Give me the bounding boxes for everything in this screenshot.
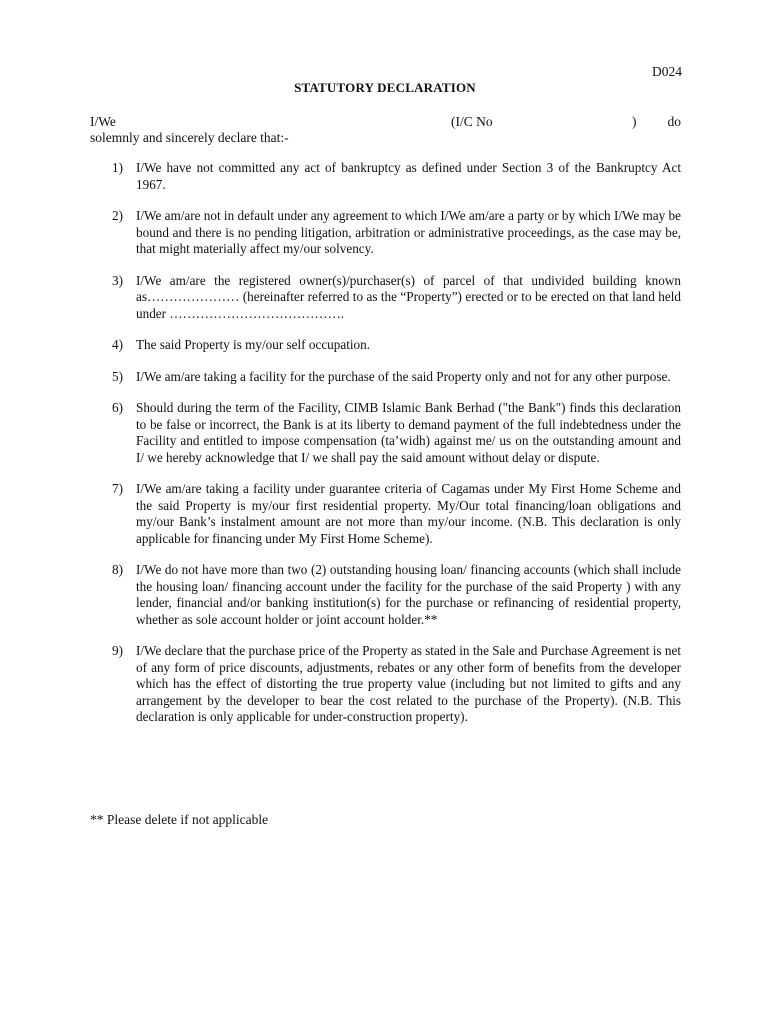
clause-number: 1) — [112, 160, 123, 175]
clause-text: I/We have not committed any act of bankruptcy as defined under Section 3 of the Bankruptcy Act 1967. — [136, 160, 681, 192]
document-title: STATUTORY DECLARATION — [294, 80, 476, 95]
clause-9 — [90, 643, 681, 726]
clause-number: 2) — [112, 208, 123, 223]
clause-text: Should during the term of the Facility, CIMB Islamic Bank Berhad ("the Bank") finds this declaration to be false or incorrect, the Bank is at its liberty to demand payment of the full indebtedness under the Facility and entitled to impose compensation (ta’widh) against me/ us on the outstanding amount and I/ we hereby acknowledge that I/ we shall pay the said amount without delay or dispute. — [136, 400, 681, 465]
clause-number: 5) — [112, 368, 123, 384]
clause-2 — [90, 208, 681, 258]
declaration-intro: solemnly and sincerely declare that:- — [90, 130, 289, 145]
clause-text: I/We am/are not in default under any agreement to which I/We am/are a party or by which I/We may be bound and there is no pending litigation, arbitration or administrative proceedings, as the case may be, that might materially affect my/our solvency. — [136, 208, 681, 256]
ic-number-close: ) — [632, 114, 637, 129]
clause-6 — [90, 400, 681, 466]
clause-1 — [90, 160, 681, 193]
ic-number-label: (I/C No — [451, 114, 493, 129]
clause-number: 6) — [112, 400, 123, 415]
clause-8 — [90, 562, 681, 628]
declarant-label: I/We — [90, 114, 116, 129]
clause-text: I/We do not have more than two (2) outstanding housing loan/ financing accounts (which shall include the housing loan/ financing account under the facility for the purchase of the said Property ) with any lender, financial and/or banking institution(s) for the purchase or refinancing of residential property, whether as sole account holder or joint account holder.** — [136, 562, 681, 627]
clause-text: The said Property is my/our self occupation. — [136, 337, 371, 352]
clause-number: 4) — [112, 337, 123, 352]
document-code: D024 — [652, 64, 682, 79]
clause-text: I/We declare that the purchase price of the Property as stated in the Sale and Purchase Agreement is net of any form of price discounts, adjustments, rebates or any other form of benefits from the developer which has the effect of distorting the true property value (including but not limited to gifts and any arrangement by the developer to bear the cost related to the purchase of the Property). (N.B. This declaration is only applicable for under-construction property). — [136, 643, 681, 724]
clause-text: I/We am/are taking a facility for the purchase of the said Property only and not for any other purpose. — [136, 368, 671, 384]
clause-3 — [90, 273, 681, 323]
footnote: ** Please delete if not applicable — [90, 812, 269, 827]
clause-text: I/We am/are taking a facility under guarantee criteria of Cagamas under My First Home Scheme and the said Property is my/our first residential property. My/Our total financing/loan obligations and my/our Bank’s instalment amount are not more than my/our income. (N.B. This declaration is only applicable for financing under My First Home Scheme). — [136, 481, 681, 546]
clause-number: 9) — [112, 643, 123, 658]
do-label: do — [667, 114, 681, 129]
clause-number: 8) — [112, 562, 123, 577]
clause-7 — [90, 481, 681, 547]
clause-4 — [90, 337, 681, 354]
clause-number: 7) — [112, 481, 123, 496]
clause-5 — [90, 369, 681, 386]
clause-number: 3) — [112, 272, 123, 288]
declaration-clauses — [90, 160, 681, 741]
clause-text: I/We am/are the registered owner(s)/purchaser(s) of parcel of that undivided building known as………………… (hereinafter referred to as the “Property”) erected or to be erected on that land held under …………………………………. — [136, 272, 681, 321]
